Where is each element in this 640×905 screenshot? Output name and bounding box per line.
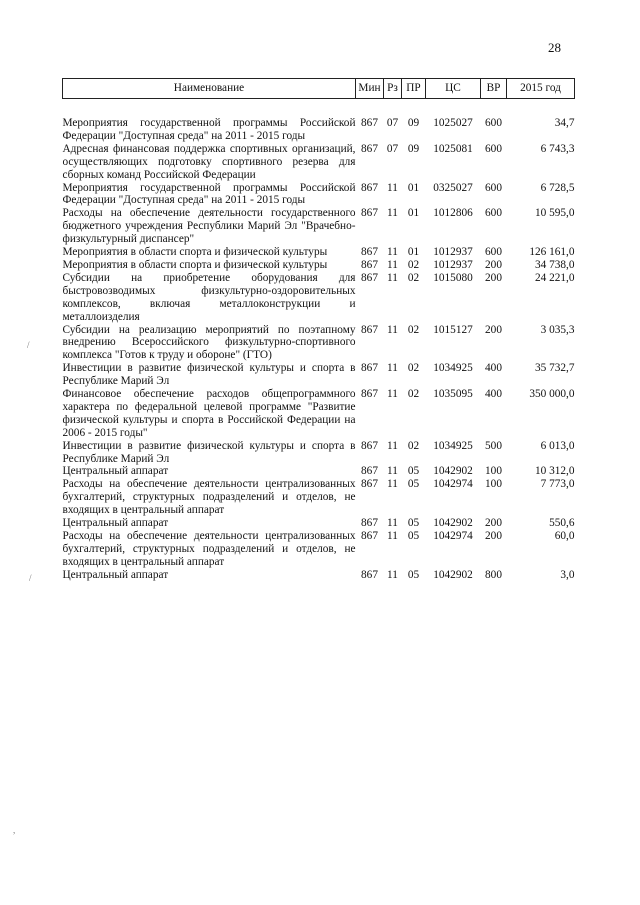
row-amount: 6 013,0 — [540, 439, 575, 452]
row-amount: 6 728,5 — [540, 181, 575, 194]
table-row — [63, 465, 575, 478]
row-target-article: 1042902 — [433, 465, 473, 478]
row-expense-type: 200 — [485, 323, 502, 336]
table-row — [63, 143, 575, 182]
row-name: Центральный аппарат — [62, 568, 169, 581]
row-amount: 3,0 — [560, 568, 575, 581]
row-subsection: 01 — [407, 181, 420, 194]
row-subsection: 05 — [407, 465, 420, 478]
row-subsection: 05 — [407, 530, 420, 542]
row-section: 11 — [387, 246, 398, 259]
row-expense-type: 600 — [485, 246, 502, 259]
row-expense-type: 100 — [485, 478, 502, 491]
row-ministry: 867 — [361, 530, 378, 542]
row-expense-type: 200 — [485, 530, 502, 542]
row-amount: 6 743,3 — [540, 142, 575, 155]
row-subsection: 01 — [407, 246, 420, 259]
row-target-article: 1015127 — [433, 323, 473, 336]
row-name: Финансовое обеспечение расходов общепрограммного характера по федеральной целевой программе "Развитие физической культуры и спорта в Российской Федерации на 2006 - 2015 годы" — [62, 388, 356, 439]
row-expense-type: 600 — [485, 207, 502, 220]
row-section: 07 — [386, 142, 399, 155]
row-target-article: 1025027 — [433, 117, 473, 129]
row-target-article: 1042974 — [433, 478, 473, 491]
row-expense-type: 200 — [485, 271, 502, 284]
row-subsection: 02 — [407, 439, 420, 452]
row-section: 11 — [387, 568, 398, 581]
row-target-article: 1012937 — [433, 246, 473, 259]
row-expense-type: 200 — [485, 258, 502, 271]
row-name: Инвестиции в развитие физической культуры и спорта в Республике Марий Эл — [62, 439, 356, 465]
row-subsection: 02 — [407, 388, 420, 401]
row-target-article: 1034925 — [433, 362, 473, 375]
table-row — [63, 259, 575, 272]
row-section: 11 — [387, 478, 398, 491]
row-target-article: 1012937 — [433, 258, 473, 271]
header-spacer — [63, 99, 575, 118]
header-target-article: ЦС — [426, 79, 481, 99]
row-section: 11 — [387, 439, 398, 452]
row-name: Центральный аппарат — [62, 465, 169, 478]
row-expense-type: 400 — [485, 362, 502, 375]
table-row — [63, 207, 575, 246]
row-target-article: 0325027 — [433, 181, 473, 194]
row-ministry: 867 — [361, 181, 378, 194]
table-row — [63, 569, 575, 582]
budget-table — [62, 78, 575, 582]
row-section: 11 — [387, 258, 398, 271]
row-name: Мероприятия государственной программы Российской Федерации "Доступная среда" на 2011 - 2015 годы — [62, 181, 356, 207]
table-row — [63, 272, 575, 324]
table-row — [63, 117, 575, 143]
row-target-article: 1042974 — [433, 530, 473, 542]
table-row — [63, 530, 575, 569]
row-section: 11 — [387, 271, 398, 284]
row-amount: 60,0 — [554, 530, 575, 542]
row-name: Инвестиции в развитие физической культуры и спорта в Республике Марий Эл — [62, 362, 356, 388]
row-name: Расходы на обеспечение деятельности государственного бюджетного учреждения Республики Марий Эл "Врачебно-физкультурный диспансер" — [62, 207, 356, 246]
row-ministry: 867 — [361, 362, 378, 375]
page-number: 28 — [548, 40, 561, 55]
header-section: Рз — [384, 79, 402, 99]
row-ministry: 867 — [361, 117, 378, 129]
row-section: 07 — [386, 117, 399, 129]
row-name: Центральный аппарат — [62, 517, 169, 530]
table-row — [63, 324, 575, 363]
table-row — [63, 517, 575, 530]
row-name: Мероприятия в области спорта и физической культуры — [62, 258, 328, 271]
row-ministry: 867 — [361, 246, 378, 259]
row-target-article: 1034925 — [433, 439, 473, 452]
row-name: Субсидии на реализацию мероприятий по поэтапному внедрению Всероссийского физкультурно-спортивного комплекса "Готов к труду и обороне" (ГТО) — [62, 323, 356, 362]
header-expense-type: ВР — [481, 79, 507, 99]
row-ministry: 867 — [361, 478, 378, 491]
table-row — [63, 388, 575, 440]
row-expense-type: 800 — [485, 568, 502, 581]
row-target-article: 1015080 — [433, 271, 473, 284]
row-subsection: 02 — [407, 362, 420, 375]
row-ministry: 867 — [361, 568, 378, 581]
row-amount: 350 000,0 — [529, 388, 575, 401]
table-row — [63, 246, 575, 259]
row-section: 11 — [387, 465, 398, 478]
row-amount: 126 161,0 — [529, 246, 575, 259]
row-subsection: 05 — [407, 568, 420, 581]
row-target-article: 1035095 — [433, 388, 473, 401]
table-row — [63, 182, 575, 208]
row-amount: 35 732,7 — [534, 362, 575, 375]
margin-mark: / — [29, 573, 32, 583]
row-expense-type: 600 — [485, 181, 502, 194]
table-body — [63, 99, 575, 582]
row-ministry: 867 — [361, 142, 378, 155]
row-amount: 10 312,0 — [534, 465, 575, 478]
row-amount: 24 221,0 — [534, 271, 575, 284]
row-section: 11 — [387, 323, 398, 336]
row-name: Субсидии на приобретение оборудования для быстровозводимых физкультурно-оздоровительных комплексов, включая металлоконструкции и металлоизделия — [62, 271, 356, 323]
row-target-article: 1042902 — [433, 517, 473, 530]
row-section: 11 — [387, 530, 398, 542]
row-subsection: 02 — [407, 323, 420, 336]
row-subsection: 02 — [407, 258, 420, 271]
margin-mark: / — [27, 340, 30, 350]
row-subsection: 05 — [407, 517, 420, 530]
row-name: Адресная финансовая поддержка спортивных организаций, осуществляющих подготовку спортивного резерва для сборных команд Российской Федерации — [62, 142, 356, 181]
row-ministry: 867 — [361, 271, 378, 284]
row-subsection: 05 — [407, 478, 420, 491]
header-year-2015: 2015 год — [507, 79, 575, 99]
row-expense-type: 200 — [485, 517, 502, 530]
row-section: 11 — [387, 517, 398, 530]
row-amount: 7 773,0 — [540, 478, 575, 491]
row-expense-type: 600 — [485, 142, 502, 155]
row-subsection: 09 — [407, 117, 420, 129]
table-header-row — [63, 79, 575, 99]
row-expense-type: 400 — [485, 388, 502, 401]
row-target-article: 1042902 — [433, 568, 473, 581]
row-ministry: 867 — [361, 388, 378, 401]
row-name: Мероприятия в области спорта и физической культуры — [62, 246, 328, 259]
table-row — [63, 478, 575, 517]
row-name: Расходы на обеспечение деятельности централизованных бухгалтерий, структурных подразделений и отделов, не входящих в центральный аппарат — [62, 530, 356, 568]
row-amount: 34 738,0 — [534, 258, 575, 271]
row-expense-type: 600 — [485, 117, 502, 129]
row-expense-type: 100 — [485, 465, 502, 478]
row-amount: 3 035,3 — [540, 323, 575, 336]
row-ministry: 867 — [361, 465, 378, 478]
header-subsection: ПР — [402, 79, 426, 99]
row-subsection: 02 — [407, 271, 420, 284]
row-ministry: 867 — [361, 323, 378, 336]
row-section: 11 — [387, 362, 398, 375]
row-expense-type: 500 — [485, 439, 502, 452]
table-row — [63, 440, 575, 466]
row-ministry: 867 — [361, 207, 378, 220]
row-section: 11 — [387, 181, 398, 194]
row-name: Мероприятия государственной программы Российской Федерации "Доступная среда" на 2011 - 2015 годы — [62, 117, 356, 142]
row-section: 11 — [387, 207, 398, 220]
row-ministry: 867 — [361, 258, 378, 271]
row-section: 11 — [387, 388, 398, 401]
row-amount: 10 595,0 — [534, 207, 575, 220]
row-target-article: 1025081 — [433, 142, 473, 155]
row-ministry: 867 — [361, 439, 378, 452]
row-subsection: 09 — [407, 142, 420, 155]
row-target-article: 1012806 — [433, 207, 473, 220]
margin-mark: , — [13, 825, 16, 835]
row-subsection: 01 — [407, 207, 420, 220]
row-name: Расходы на обеспечение деятельности централизованных бухгалтерий, структурных подразделений и отделов, не входящих в центральный аппарат — [62, 478, 356, 517]
row-amount: 34,7 — [554, 117, 575, 129]
header-name: Наименование — [63, 79, 356, 99]
row-amount: 550,6 — [549, 517, 575, 530]
table-row — [63, 362, 575, 388]
row-ministry: 867 — [361, 517, 378, 530]
header-ministry: Мин — [356, 79, 384, 99]
